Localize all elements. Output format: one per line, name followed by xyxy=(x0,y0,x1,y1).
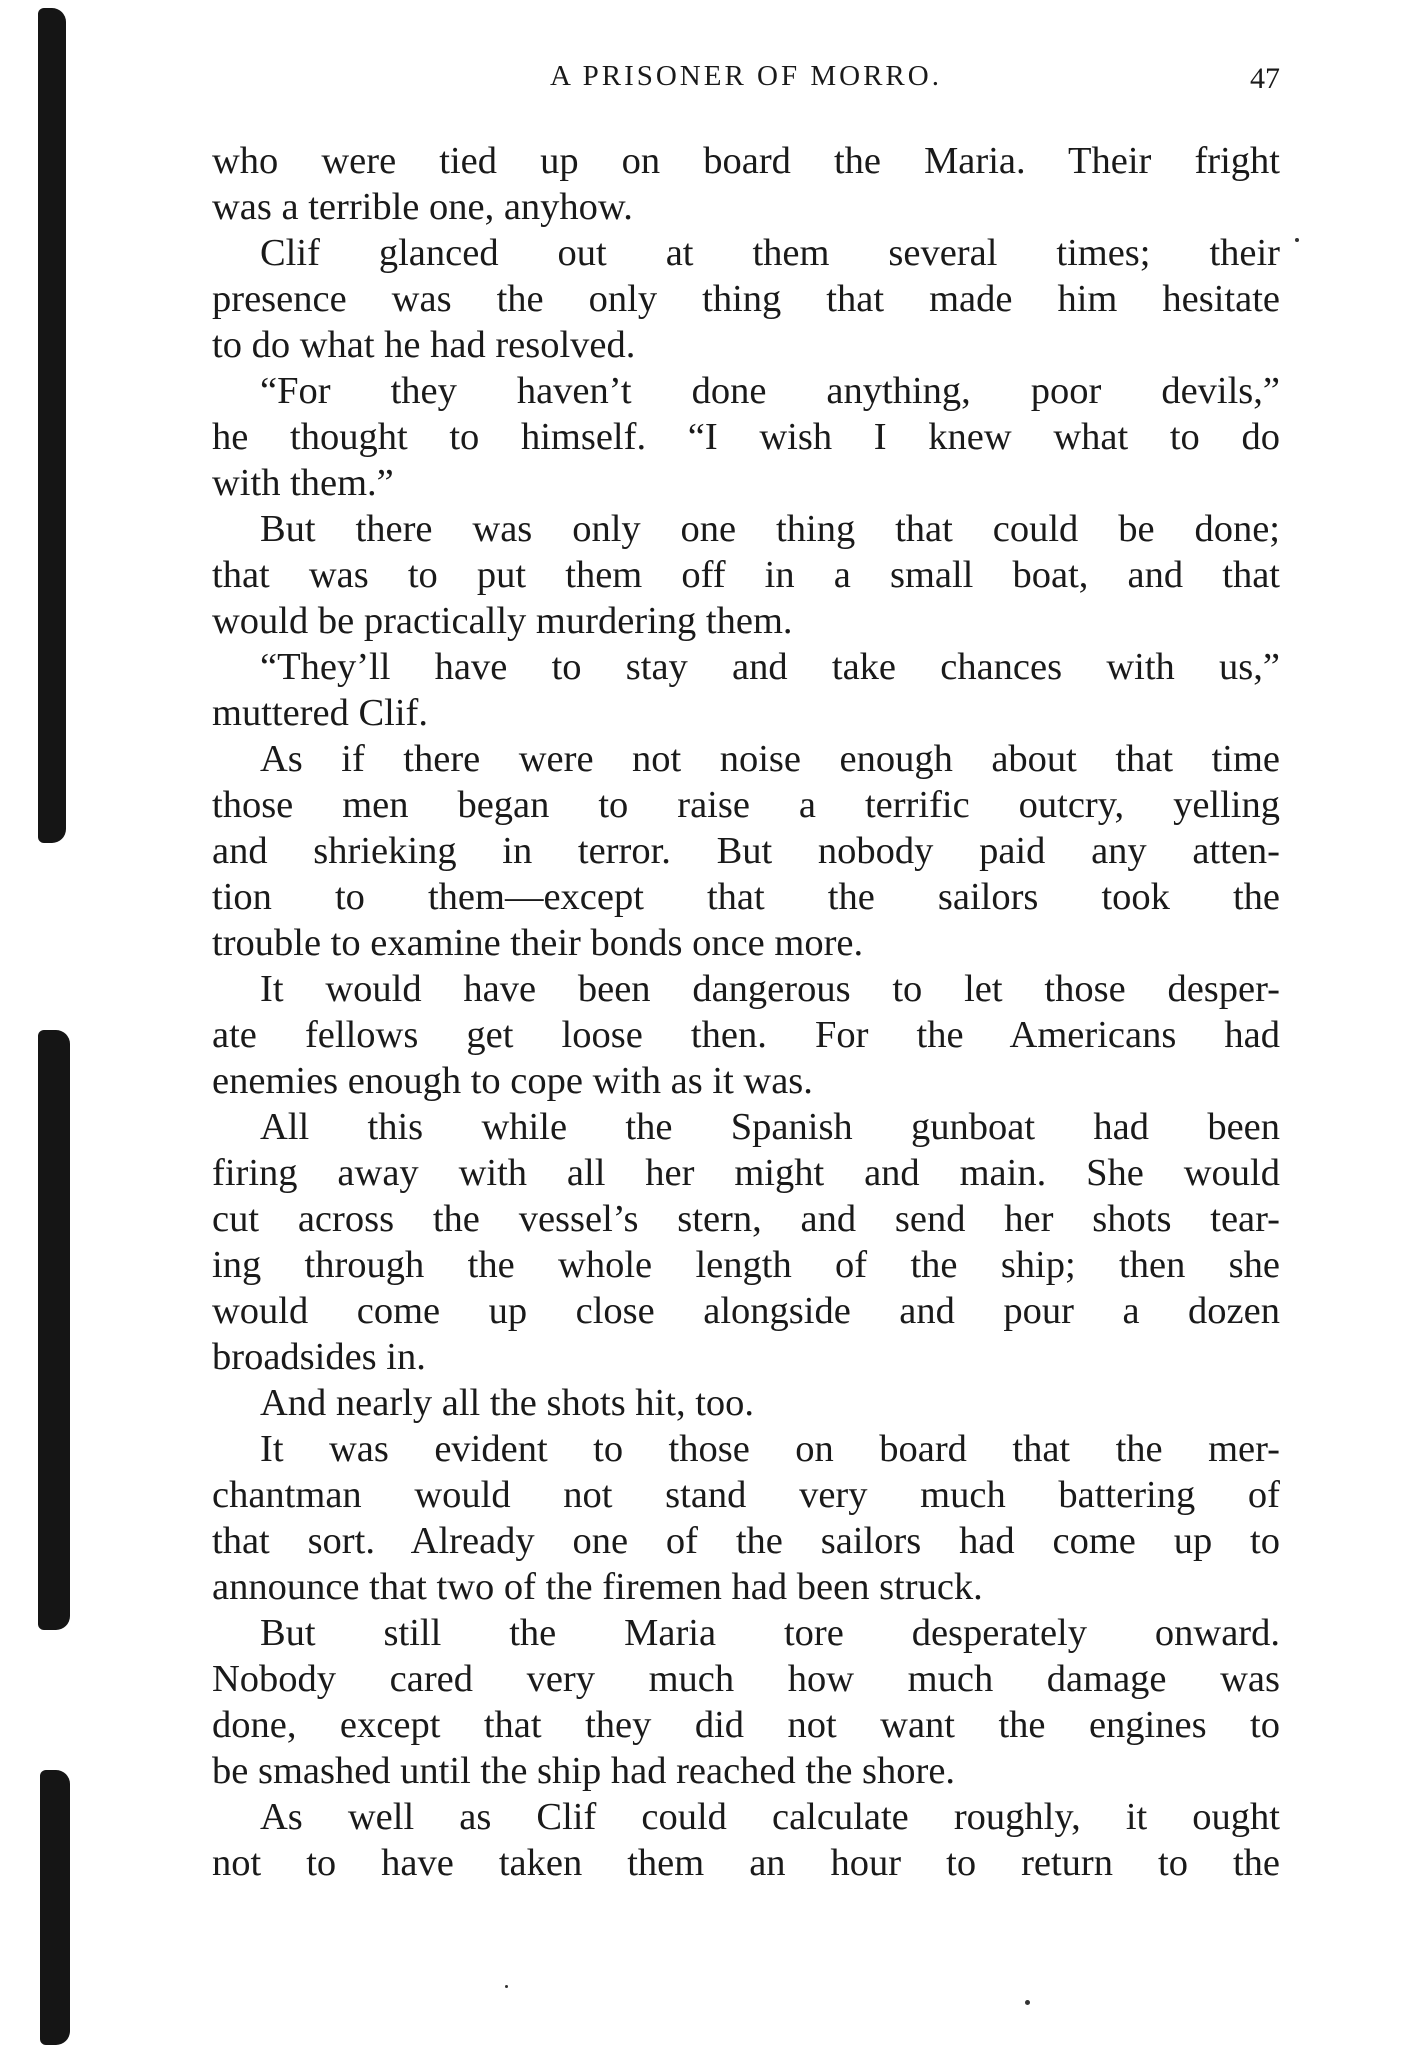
text-line: chantman would not stand very much battering of xyxy=(212,1474,1280,1516)
text-line: trouble to examine their bonds once more. xyxy=(212,922,864,964)
text-line: who were tied up on board the Maria. Their fright xyxy=(212,140,1280,182)
scan-speck xyxy=(505,1985,508,1988)
text-line: cut across the vessel’s stern, and send her shots tear- xyxy=(212,1198,1280,1240)
text-line: As well as Clif could calculate roughly, it ought xyxy=(260,1796,1280,1838)
text-line: announce that two of the firemen had been struck. xyxy=(212,1566,983,1608)
text-line: be smashed until the ship had reached the shore. xyxy=(212,1750,956,1792)
text-line: And nearly all the shots hit, too. xyxy=(260,1382,755,1424)
text-line: that was to put them off in a small boat, and that xyxy=(212,554,1280,596)
text-line: muttered Clif. xyxy=(212,692,428,734)
page-number: 47 xyxy=(1250,62,1280,95)
text-line: ing through the whole length of the ship; then she xyxy=(212,1244,1280,1286)
text-line: broadsides in. xyxy=(212,1336,426,1378)
text-line: would be practically murdering them. xyxy=(212,600,793,642)
text-line: But there was only one thing that could be done; xyxy=(260,508,1280,550)
body-text xyxy=(212,138,1280,1886)
scan-speck xyxy=(1025,2000,1030,2005)
text-line: tion to them—except that the sailors took the xyxy=(212,876,1280,918)
page-header xyxy=(212,60,1280,110)
text-line: that sort. Already one of the sailors had come up to xyxy=(212,1520,1280,1562)
text-line: and shrieking in terror. But nobody paid any atten- xyxy=(212,830,1280,872)
text-line: with them.” xyxy=(212,462,394,504)
text-line: “They’ll have to stay and take chances with us,” xyxy=(260,646,1280,688)
text-line: enemies enough to cope with as it was. xyxy=(212,1060,813,1102)
binding-shadow-top xyxy=(38,8,66,843)
text-line: But still the Maria tore desperately onward. xyxy=(260,1612,1280,1654)
text-line: ate fellows get loose then. For the Americans had xyxy=(212,1014,1280,1056)
text-line: done, except that they did not want the engines to xyxy=(212,1704,1280,1746)
text-line: those men began to raise a terrific outcry, yelling xyxy=(212,784,1280,826)
binding-shadow-bottom xyxy=(40,1770,70,2045)
text-line: was a terrible one, anyhow. xyxy=(212,186,633,228)
running-title: A PRISONER OF MORRO. xyxy=(550,60,942,92)
scan-speck xyxy=(1295,238,1299,242)
binding-shadow-middle xyxy=(38,1030,70,1630)
text-line: to do what he had resolved. xyxy=(212,324,636,366)
text-line: he thought to himself. “I wish I knew what to do xyxy=(212,416,1280,458)
text-line: It would have been dangerous to let those desper- xyxy=(260,968,1280,1010)
text-line: Clif glanced out at them several times; their xyxy=(260,232,1280,274)
text-line: All this while the Spanish gunboat had been xyxy=(260,1106,1280,1148)
text-line: presence was the only thing that made him hesitate xyxy=(212,278,1280,320)
text-line: It was evident to those on board that the mer- xyxy=(260,1428,1280,1470)
text-line: Nobody cared very much how much damage was xyxy=(212,1658,1280,1700)
text-line: firing away with all her might and main. She would xyxy=(212,1152,1280,1194)
text-line: “For they haven’t done anything, poor devils,” xyxy=(260,370,1280,412)
text-line: As if there were not noise enough about that time xyxy=(260,738,1280,780)
text-line: not to have taken them an hour to return to the xyxy=(212,1842,1280,1884)
text-line: would come up close alongside and pour a dozen xyxy=(212,1290,1280,1332)
